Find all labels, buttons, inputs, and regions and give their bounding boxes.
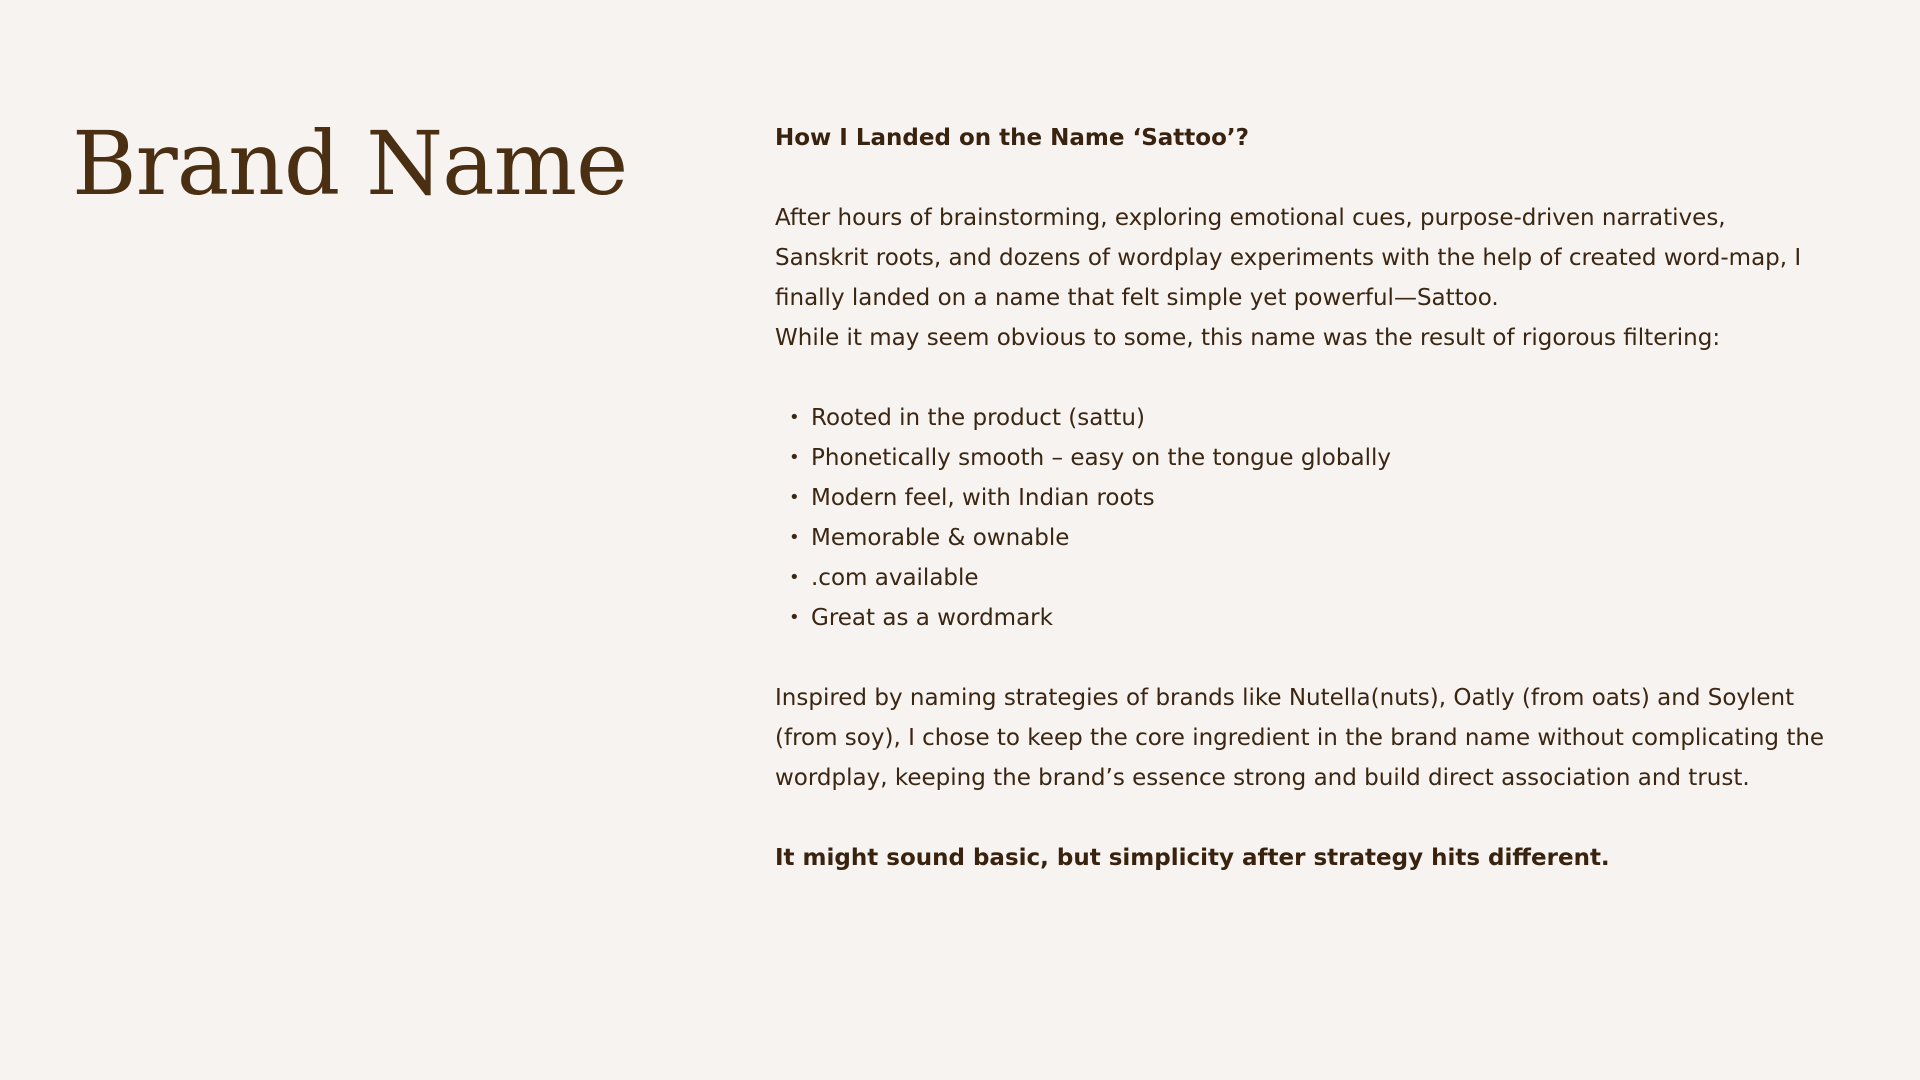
section-heading: How I Landed on the Name ‘Sattoo’? <box>775 125 1249 151</box>
bullet-icon: • <box>789 487 800 508</box>
list-item <box>775 478 1865 518</box>
inspiration-line: Inspired by naming strategies of brands like Nutella(nuts), Oatly (from oats) and Soylent <box>775 685 1795 711</box>
list-item-label: .com available <box>811 565 979 591</box>
list-item <box>775 558 1865 598</box>
list-item <box>775 598 1865 638</box>
content-column <box>775 118 1865 878</box>
spacer <box>775 798 1865 838</box>
bullet-icon: • <box>789 407 800 428</box>
list-item-label: Memorable & ownable <box>811 525 1070 551</box>
list-item-label: Modern feel, with Indian roots <box>811 485 1155 511</box>
list-item <box>775 438 1865 478</box>
list-item <box>775 518 1865 558</box>
list-item-label: Phonetically smooth – easy on the tongue globally <box>811 445 1391 471</box>
closing-statement: It might sound basic, but simplicity after strategy hits different. <box>775 845 1610 871</box>
bullet-icon: • <box>789 607 800 628</box>
list-item-label: Rooted in the product (sattu) <box>811 405 1145 431</box>
intro-line: Sanskrit roots, and dozens of wordplay experiments with the help of created word-map, I <box>775 245 1802 271</box>
spacer <box>775 358 1865 398</box>
bullet-icon: • <box>789 567 800 588</box>
spacer <box>775 158 1865 198</box>
intro-line: While it may seem obvious to some, this name was the result of rigorous filtering: <box>775 325 1721 351</box>
intro-line: After hours of brainstorming, exploring emotional cues, purpose-driven narratives, <box>775 205 1726 231</box>
intro-line: finally landed on a name that felt simple yet powerful—Sattoo. <box>775 285 1499 311</box>
inspiration-line: wordplay, keeping the brand’s essence strong and build direct association and trust. <box>775 765 1750 791</box>
list-item <box>775 398 1865 438</box>
list-item-label: Great as a wordmark <box>811 605 1053 631</box>
bullet-icon: • <box>789 447 800 468</box>
criteria-list <box>775 398 1865 638</box>
bullet-icon: • <box>789 527 800 548</box>
spacer <box>775 638 1865 678</box>
page-title: Brand Name <box>72 112 628 215</box>
inspiration-line: (from soy), I chose to keep the core ingredient in the brand name without complicating the <box>775 725 1825 751</box>
